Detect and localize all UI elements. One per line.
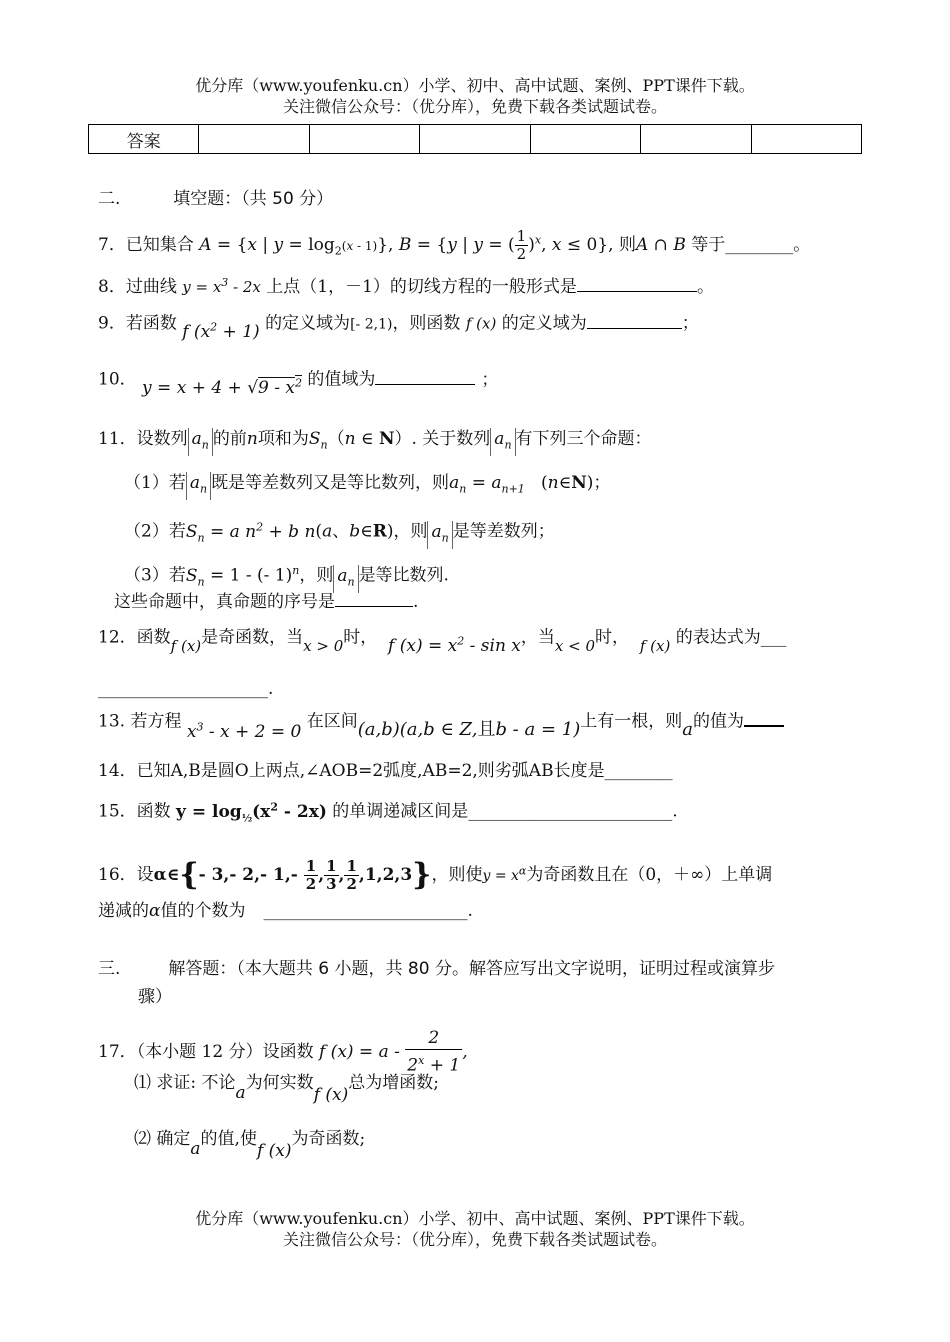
q9-mid1: 的定义域为 — [265, 313, 351, 334]
question-12: 12．函数f (x)是奇函数，当x > 0时， f $(x) = x^2 - \sin x$，当x < 0时， f (x) 的表达式为___ — [98, 627, 787, 656]
q9-mid2: ，则函数 — [392, 313, 461, 334]
q10-tail: ； — [481, 369, 499, 390]
q11-p2b: ，则 — [393, 521, 428, 542]
q17-formula: f (x) = a - $\frac{2}{2^x + 1}$ , — [318, 1028, 468, 1076]
q15-text: 15．函数 — [98, 801, 171, 822]
answer-table-label: 答案 — [89, 125, 199, 154]
q16-text: 16．设 — [98, 865, 154, 885]
q8-answer-blank[interactable] — [577, 275, 697, 292]
q11-mid4: ）. 关于数列 — [394, 429, 491, 449]
footer-line-2: 关注微信公众号：（优分库），免费下载各类试题试卷。 — [282, 1230, 667, 1249]
question-17 — [98, 1028, 468, 1077]
q9-formula-2: f (x) — [465, 314, 497, 333]
q15-formula: $y = \log_{\frac{1}{2}}(x^2 - 2x)$ — [176, 800, 327, 825]
question-9 — [98, 308, 699, 342]
q17-text: 17．（本小题 12 分）设函数 — [98, 1041, 314, 1062]
q12-mid5: 的表达式为___ — [675, 627, 787, 648]
q17-part-2: ⑵ 确定a的值,使f (x)为奇函数; — [134, 1129, 366, 1161]
q9-answer-blank[interactable] — [587, 312, 682, 329]
answer-cell[interactable] — [309, 125, 419, 154]
q12-mid1: 是奇函数，当 — [201, 627, 304, 648]
q11-text: 11．设数列 — [98, 429, 188, 449]
section-title: 解答题：（本大题共 6 小题，共 80 分。解答应写出文字说明，证明过程或演算步 — [168, 959, 775, 979]
question-7: 7．已知集合 A = {x | $y = \log_2(x - 1)$}, B = {y | y = ( $\frac{1}{2}$ )$^x$, x ≤ 0}, 则A ∩ B 等于________。 — [98, 227, 811, 263]
header-line-1: 优分库（www.youfenku.cn）小学、初中、高中试题、案例、PPT课件下载。 — [195, 76, 755, 95]
q16-line2-text: 递减的 — [98, 901, 149, 921]
q8-formula: $y = x^3 - 2x$ — [182, 276, 261, 296]
sequence-an: $a_n$ — [427, 521, 452, 549]
q10-answer-blank[interactable] — [375, 368, 475, 385]
q16-mid1: ，则使 — [431, 865, 483, 885]
question-16: 16．设α∈{- 3,- 2,- 1,- $\frac{1}{2}$ , $\frac{1}{3}$ , $\frac{1}{2}$ ,1,2,3}，则使$y = x^\alpha$为奇函数且在（0，＋∞）上单调 — [98, 857, 773, 893]
q10-text: 10． — [98, 369, 137, 390]
section-2-heading — [98, 188, 333, 210]
sequence-an: $a_n$ — [188, 428, 213, 456]
page-footer — [0, 1208, 950, 1250]
answer-cell[interactable] — [199, 125, 309, 154]
q9-domain: [- 2,1) — [350, 316, 393, 333]
q11-proposition-1: （1）若 $a_n$ 既是等差数列又是等比数列，则$a_n = a_{n+1}$ (n∈N)； — [124, 472, 610, 500]
q11-conclusion-text: 这些命题中，真命题的序号是 — [114, 592, 335, 612]
footer-line-1: 优分库（www.youfenku.cn）小学、初中、高中试题、案例、PPT课件下载。 — [195, 1209, 755, 1228]
q17-p2b: 的值,使 — [200, 1129, 257, 1149]
answer-cell[interactable] — [641, 125, 751, 154]
q12-mid3: ，当 — [520, 627, 555, 648]
q11-p2a: （2）若 — [124, 521, 186, 542]
answer-cell[interactable] — [751, 125, 861, 154]
q17-part-1: ⑴ 求证: 不论a为何实数f (x)总为增函数; — [134, 1073, 439, 1105]
q11-conclusion — [114, 590, 418, 613]
answer-cell[interactable] — [530, 125, 640, 154]
q8-mid: 上点（1，－1）的切线方程的一般形式是 — [266, 277, 577, 297]
section-title: 填空题：（共 50 分） — [173, 189, 334, 209]
section-3-heading-cont: 骤） — [138, 987, 172, 1007]
question-13: 13. 若方程 $x^3 - x + 2 = 0$ 在区间(a,b)(a,b ∈ Z,且b - a = 1)上有一根，则a的值为 — [98, 706, 784, 733]
question-10 — [98, 364, 499, 398]
q17-p2a: ⑵ 确定 — [134, 1129, 191, 1149]
question-15 — [98, 796, 678, 830]
page-header — [0, 75, 950, 117]
q11-mid2: 项和为 — [257, 429, 309, 449]
q7-tail: 等于________。 — [691, 235, 811, 255]
q12-line-2[interactable]: ____________________. — [98, 679, 274, 699]
q8-text: 8．过曲线 — [98, 277, 177, 297]
sequence-an: $a_n$ — [333, 565, 358, 593]
sequence-an: $a_n$ — [186, 472, 211, 500]
section-number: 二. — [98, 189, 121, 209]
q16-answer-blank[interactable]: ________________________. — [263, 901, 473, 921]
q13-text: 13. 若方程 — [98, 711, 182, 732]
q9-formula-1: f $(x^2 + 1)$ — [182, 320, 260, 342]
q9-mid3: 的定义域为 — [501, 313, 587, 334]
question-8 — [98, 272, 714, 298]
q17-p1a: ⑴ 求证: 不论 — [134, 1073, 236, 1093]
q9-tail: ； — [681, 313, 699, 334]
q11-p3c: 是等比数列. — [358, 565, 449, 586]
q13-mid3: 的值为 — [692, 711, 744, 732]
q16-mid2: 为奇函数且在（0，＋∞）上单调 — [526, 865, 773, 885]
q12-mid4: 时， — [595, 627, 629, 648]
section-3-heading — [98, 958, 775, 980]
section-number: 三. — [98, 959, 121, 979]
q17-p1c: 总为增函数; — [348, 1073, 439, 1093]
question-11: 11．设数列 $a_n$ 的前n项和为$S_n(n$ ∈ N）. 关于数列 $a_n$ 有下列三个命题： — [98, 428, 652, 456]
q11-proposition-3: （3）若$S_n = 1$ - (- 1)$^n$，则 $a_n$ 是等比数列. — [124, 560, 449, 593]
q8-tail: 。 — [696, 277, 714, 297]
q17-p2c: 为奇函数; — [291, 1129, 366, 1149]
q11-p1a: （1）若 — [124, 473, 186, 493]
q10-formula: $y = x + 4 + √9 - x^2$ — [142, 376, 303, 398]
q13-mid1: 在区间 — [306, 711, 358, 732]
q16-line-2: 递减的α值的个数为 ________________________. — [98, 901, 473, 921]
q15-mid: 的单调递减区间是________________________. — [332, 801, 678, 822]
q11-mid5: 有下列三个命题： — [515, 429, 652, 449]
header-line-2: 关注微信公众号：（优分库），免费下载各类试题试卷。 — [282, 97, 667, 116]
q7-formula: A — [199, 235, 212, 255]
answer-cell[interactable] — [420, 125, 530, 154]
q11-p3a: （3）若 — [124, 565, 186, 586]
q16-line2b: 值的个数为 — [160, 901, 246, 921]
q17-p1b: 为何实数 — [245, 1073, 314, 1093]
q11-p1b: 既是等差数列又是等比数列，则 — [211, 473, 450, 493]
q11-p3b: ，则 — [299, 565, 334, 586]
q13-answer-blank[interactable] — [744, 709, 784, 727]
q7-text: 7．已知集合 — [98, 235, 194, 255]
q10-mid: 的值域为 — [307, 369, 376, 390]
sequence-an: $a_n$ — [490, 428, 515, 456]
q12-text: 12．函数 — [98, 627, 171, 648]
question-14: 14．已知A,B是圆O上两点,∠AOB=2弧度,AB=2,则劣弧AB长度是________ — [98, 761, 673, 781]
q11-mid3: （ — [327, 429, 345, 449]
q9-text: 9．若函数 — [98, 313, 177, 334]
q13-mid2: 上有一根，则 — [580, 711, 683, 732]
q11-p1c: ； — [593, 473, 611, 493]
q11-answer-blank[interactable] — [335, 590, 413, 607]
q12-mid2: 时， — [343, 627, 378, 648]
q11-proposition-2: （2）若$S_n = a$ $n^2 + b$ n(a、b∈R)，则 $a_n$ 是等差数列； — [124, 516, 555, 549]
answer-table — [88, 124, 862, 154]
q16-set: α∈{- 3,- 2,- 1,- $\frac{1}{2}$ , $\frac{1}{3}$ , $\frac{1}{2}$ ,1,2,3} — [153, 857, 432, 893]
q11-p2c: 是等差数列； — [452, 521, 555, 542]
q11-conclusion-tail: . — [413, 592, 419, 612]
q11-mid1: 的前 — [212, 429, 247, 449]
